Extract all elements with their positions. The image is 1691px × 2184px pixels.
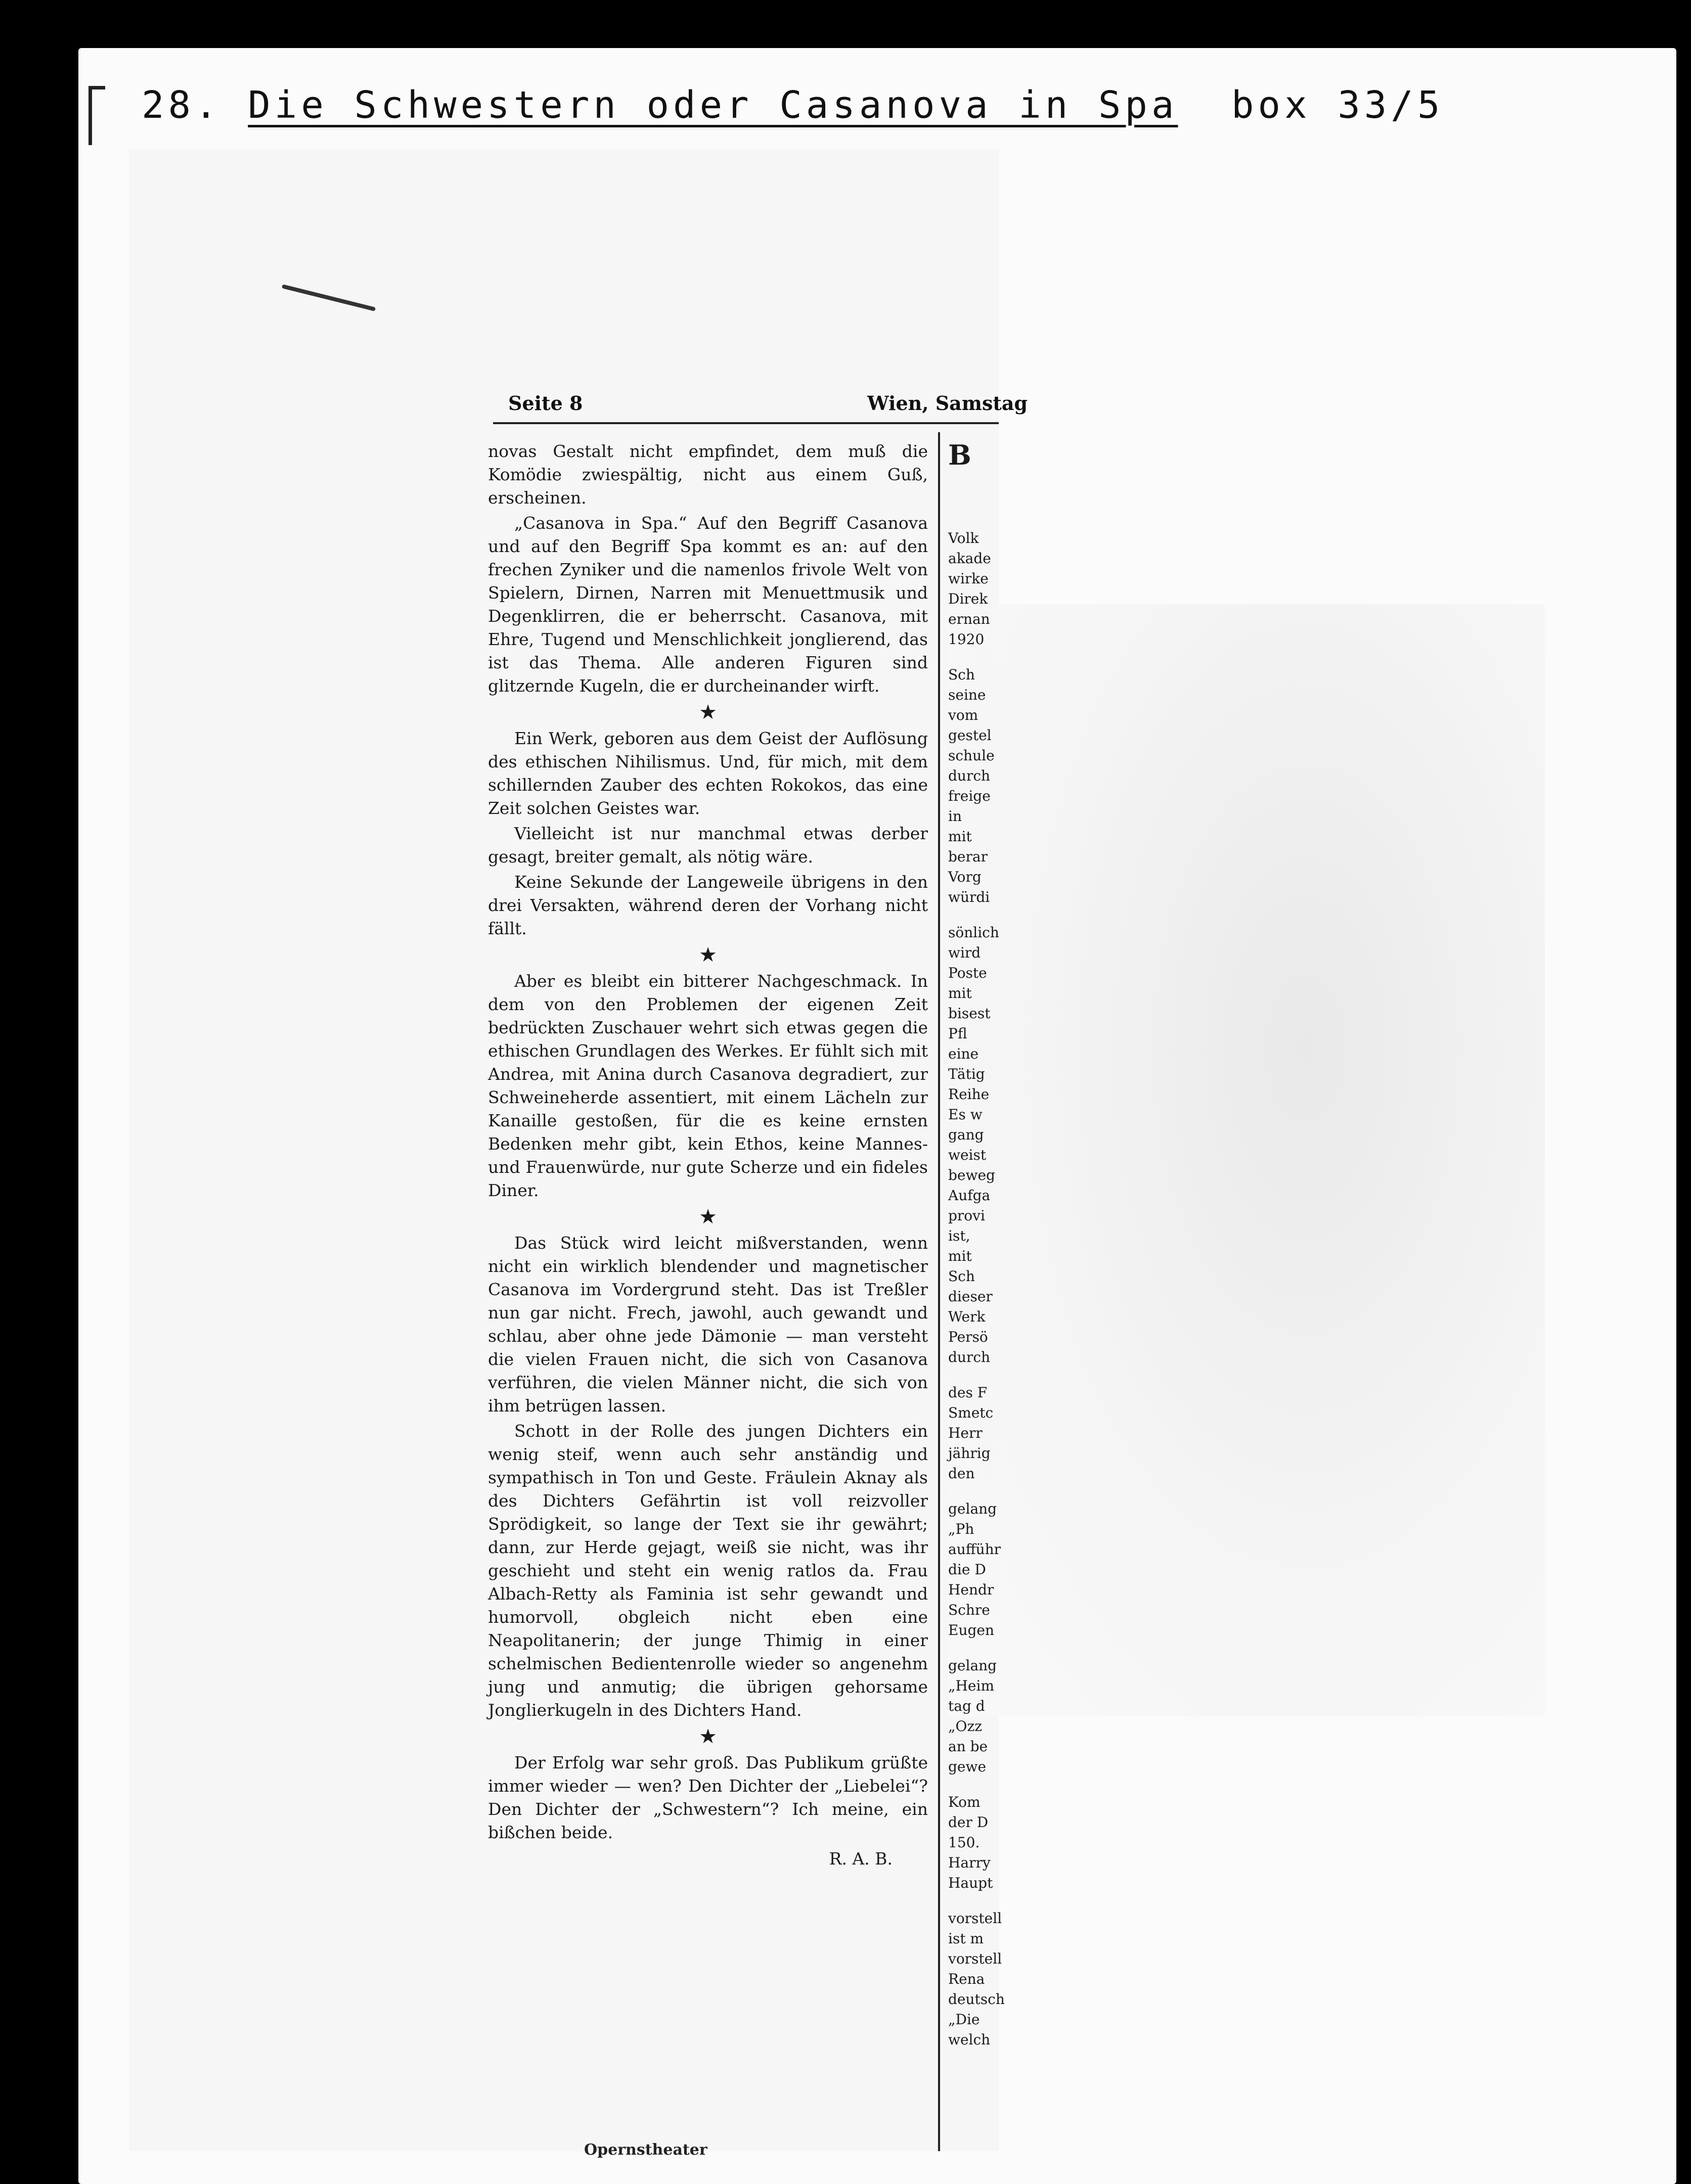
column-fragment: wirke (948, 570, 989, 587)
column-fragment: Schre (948, 1602, 990, 1618)
bottom-fragment: Opernstheater (584, 2141, 707, 2159)
signature: R. A. B. (829, 1849, 893, 1869)
column-fragment: mit (948, 1248, 972, 1264)
column-fragment: die D (948, 1561, 986, 1578)
header-rule (493, 422, 999, 424)
column-fragment: 150. (948, 1834, 980, 1851)
column-fragment: Direk (948, 590, 988, 607)
paper-shadow (948, 604, 1545, 1716)
city-date: Wien, Samstag (867, 392, 1028, 415)
column-fragment: gestel (948, 727, 992, 744)
column-fragment: „Die (948, 2011, 980, 2028)
column-fragment: deutsch (948, 1991, 1005, 2008)
column-fragment: tag d (948, 1698, 985, 1714)
paragraph: „Casanova in Spa.“ Auf den Begriff Casanova und auf den Begriff Spa kommt es an: auf den frechen Zyniker und die namenlos frivole Welt von Spielern, Dirnen, Narren mit Menuettmusik und Degenklirren, die er beherrscht. Casanova, mit Ehre, Tugend und Menschlichkeit jonglierend, das ist das Thema. Alle anderen Figuren sind glitzernde Kugeln, die er durcheinander wirft. (488, 513, 928, 696)
column-fragment: weist (948, 1147, 987, 1163)
column-fragment: „Ozz (948, 1718, 982, 1735)
column-fragment: seine (948, 687, 986, 703)
column-fragment: Tätig (948, 1066, 985, 1082)
column-fragment: bisest (948, 1005, 991, 1022)
column-fragment: ist, (948, 1227, 970, 1244)
column-fragment: Persö (948, 1329, 988, 1345)
column-gap (948, 1777, 999, 1792)
column-fragment: provi (948, 1207, 985, 1224)
column-fragment: Herr (948, 1425, 983, 1441)
paragraph: Keine Sekunde der Langeweile übrigens in den drei Versakten, während deren der Vorhang nicht fällt. (488, 872, 928, 938)
column-fragment: „Heim (948, 1677, 994, 1694)
paragraph: Der Erfolg war sehr groß. Das Publikum grüßte immer wieder — wen? Den Dichter der „Liebelei“? Den Dichter der „Schwestern“? Ich meine, ein bißchen beide. (488, 1753, 928, 1842)
column-fragment: wird (948, 944, 981, 961)
archive-number: 28. (142, 83, 221, 127)
column-fragment: Aufga (948, 1187, 991, 1204)
column-fragment: vorstell (948, 1910, 1002, 1927)
paragraph: Das Stück wird leicht mißverstanden, wenn nicht ein wirklich blendender und magnetischer Casanova im Vordergrund steht. Das ist Treßler nun gar nicht. Frech, jawohl, auch gewandt und schlau, aber ohne jede Dämonie — man versteht die vielen Frauen nicht, die sich von Casanova verführen, die vielen Männer nicht, die sich von ihm betrügen lassen. (488, 1233, 928, 1416)
column-gap (948, 1641, 999, 1656)
column-fragment: ernan (948, 611, 990, 627)
archive-header (142, 83, 1178, 127)
column-fragment: an be (948, 1738, 988, 1755)
column-fragment: Werk (948, 1308, 986, 1325)
column-gap (948, 1368, 999, 1383)
column-fragment: Poste (948, 965, 987, 981)
star-separator: ★ (699, 1725, 717, 1748)
column-gap (948, 650, 999, 665)
review-article (488, 440, 928, 1871)
column-fragment: freige (948, 788, 991, 804)
box-reference: box 33/5 (1231, 83, 1444, 127)
column-fragment: würdi (948, 889, 990, 905)
column-fragment: ist m (948, 1930, 984, 1947)
column-fragment: Harry (948, 1854, 991, 1871)
column-initial: B (948, 439, 971, 471)
archive-sheet (78, 48, 1676, 2184)
paragraph: Vielleicht ist nur manchmal etwas derber gesagt, breiter gemalt, als nötig wäre. (488, 824, 928, 867)
column-fragment: 1920 (948, 631, 985, 648)
column-fragment: „Ph (948, 1521, 974, 1537)
column-fragment: Smetc (948, 1404, 994, 1421)
corner-bracket (88, 86, 105, 145)
column-gap (948, 907, 999, 923)
column-fragment: durch (948, 1349, 991, 1366)
column-gap (948, 1484, 999, 1499)
adjacent-column-fragment (948, 437, 1005, 2050)
archive-title: Die Schwestern oder Casanova in Spa (248, 83, 1178, 127)
column-fragment: den (948, 1465, 975, 1482)
paragraph: Schott in der Rolle des jungen Dichters ein wenig steif, wenn auch sehr anständig und sympathisch in Ton und Geste. Fräulein Aknay als des Dichters Gefährtin ist voll reizvoller Sprödigkeit, so lange der Text sie ihr gewährt; dann, zur Herde gejagt, weiß sie nicht, was ihr geschieht und steht ein wenig ratlos da. Frau Albach-Retty als Faminia ist sehr gewandt und humorvoll, obgleich nicht eben eine Neapolitanerin; der junge Thimig in einer schelmischen Bedientenrolle wieder so angenehm jung und anmutig; die übrigen gehorsame Jonglierkugeln in des Dichters Hand. (488, 1421, 928, 1720)
column-fragment: Pfl (948, 1025, 967, 1042)
newspaper-clipping (463, 372, 1028, 2171)
column-fragment: Haupt (948, 1875, 993, 1891)
column-rule (938, 432, 940, 2151)
column-fragment: des F (948, 1384, 988, 1401)
column-fragment: Kom (948, 1794, 981, 1810)
column-fragment: jährig (948, 1445, 991, 1462)
paragraph: Ein Werk, geboren aus dem Geist der Auflösung des ethischen Nihilismus. Und, für mich, mit dem schillernden Zauber des echten Rokokos, das eine Zeit solchen Geistes war. (488, 729, 928, 818)
column-fragment: Vorg (948, 869, 982, 885)
column-fragment: gang (948, 1126, 984, 1143)
column-fragment: vom (948, 707, 978, 723)
column-fragment: beweg (948, 1167, 995, 1184)
paragraph: novas Gestalt nicht empfindet, dem muß die Komödie zwiespältig, nicht aus einem Guß, erscheinen. (488, 441, 928, 508)
column-fragment: akade (948, 550, 991, 567)
column-fragment: Hendr (948, 1581, 994, 1598)
column-fragment: in (948, 808, 962, 825)
column-fragment: Eugen (948, 1622, 994, 1639)
column-fragment: gelang (948, 1500, 997, 1517)
column-gap (948, 1893, 999, 1908)
column-fragment: gelang (948, 1657, 997, 1674)
star-separator: ★ (699, 1205, 717, 1228)
page-label: Seite 8 (508, 392, 583, 415)
column-fragment: schule (948, 747, 995, 764)
column-fragment: welch (948, 2031, 991, 2048)
column-fragment: durch (948, 767, 991, 784)
column-fragment: sönlich (948, 924, 999, 941)
column-fragment: Volk (948, 530, 979, 547)
column-fragment: eine (948, 1045, 979, 1062)
column-fragment: berar (948, 848, 988, 865)
column-fragment: aufführ (948, 1541, 1001, 1558)
column-fragment: Rena (948, 1971, 985, 1987)
column-fragment: dieser (948, 1288, 993, 1305)
paragraph: Aber es bleibt ein bitterer Nachgeschmack. In dem von den Problemen der eigenen Zeit bedrückten Zuschauer wehrt sich etwas gegen die ethischen Grundlagen des Werkes. Er fühlt sich mit Andrea, mit Anina durch Casanova degradiert, zur Schweineherde assentiert, mit einem Lächeln zur Kanaille gestoßen, für die es keine ernsten Bedenken mehr gibt, kein Ethos, keine Mannes- und Frauenwürde, nur gute Scherze und ein fideles Diner. (488, 971, 928, 1200)
star-separator: ★ (699, 701, 717, 724)
star-separator: ★ (699, 943, 717, 967)
column-fragment: vorstell (948, 1950, 1002, 1967)
column-fragment: der D (948, 1814, 989, 1831)
column-fragment: Sch (948, 666, 975, 683)
column-fragment: gewe (948, 1758, 987, 1775)
column-fragment: Reihe (948, 1086, 990, 1103)
column-fragment: mit (948, 828, 972, 845)
column-fragment: mit (948, 985, 972, 1002)
column-fragment: Sch (948, 1268, 975, 1285)
column-fragment: Es w (948, 1106, 983, 1123)
